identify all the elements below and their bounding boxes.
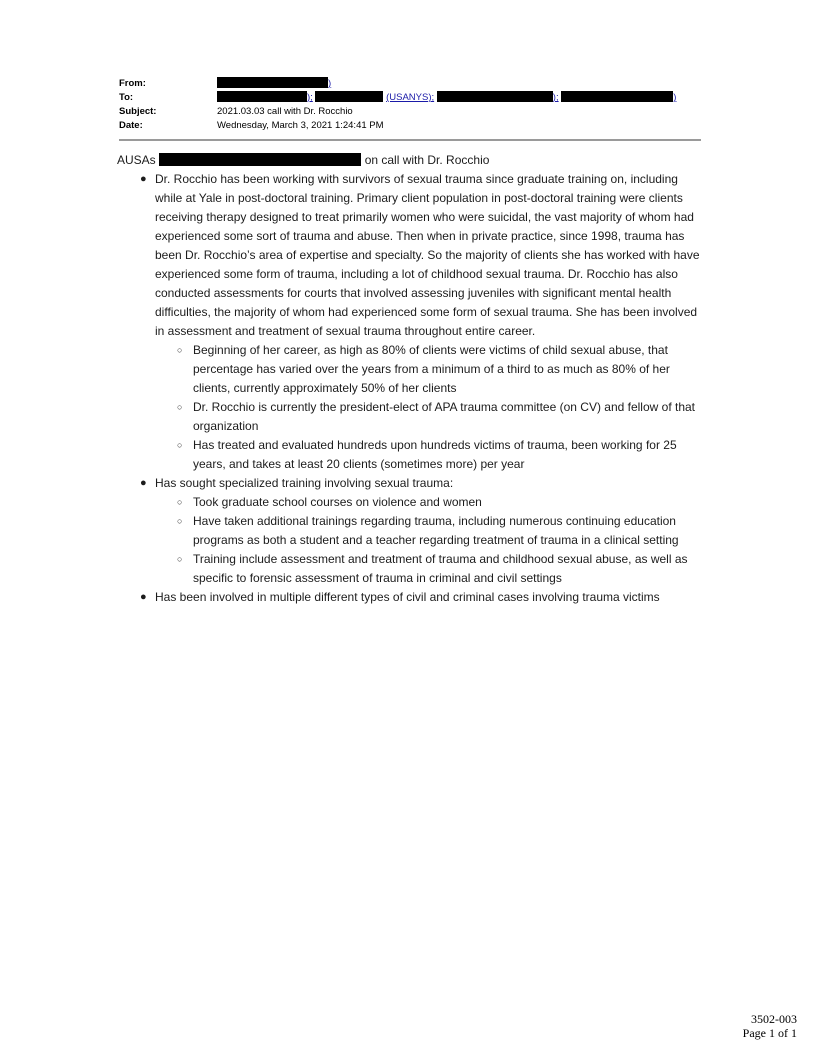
hollow-circle-bullet-icon: ○ <box>177 440 183 450</box>
redaction-bar <box>159 153 361 166</box>
to-label: To: <box>119 92 134 103</box>
hollow-circle-bullet-icon: ○ <box>177 345 183 355</box>
intro-prefix: AUSAs <box>117 153 156 167</box>
date-row <box>119 119 701 133</box>
list-item <box>177 493 707 512</box>
list-item <box>177 512 707 550</box>
header-divider <box>119 139 701 141</box>
to-link-1[interactable]: ); <box>307 92 313 103</box>
filled-circle-bullet-icon: ● <box>140 591 147 603</box>
sub-bullet-list <box>155 341 707 474</box>
list-item <box>140 474 707 588</box>
hollow-circle-bullet-icon: ○ <box>177 516 183 526</box>
intro-line <box>117 151 707 170</box>
page-footer <box>743 1012 797 1040</box>
list-item-text: Beginning of her career, as high as 80% of clients were victims of child sexual abuse, that percentage has varied over the years from a minimum of a third to as much as 80% of her clients, currently approximately 50% of her clients <box>193 343 670 395</box>
hollow-circle-bullet-icon: ○ <box>177 554 183 564</box>
list-item-text: Has sought specialized training involving sexual trauma: <box>155 476 454 490</box>
list-item <box>177 436 707 474</box>
subject-value: 2021.03.03 call with Dr. Rocchio <box>217 106 353 117</box>
list-item-text: Training include assessment and treatment of trauma and childhood sexual abuse, as well as specific to forensic assessment of trauma in criminal and civil settings <box>193 552 688 585</box>
redaction-bar <box>437 91 553 102</box>
date-value: Wednesday, March 3, 2021 1:24:41 PM <box>217 120 384 131</box>
hollow-circle-bullet-icon: ○ <box>177 497 183 507</box>
redaction-bar <box>217 77 328 88</box>
date-label: Date: <box>119 120 143 131</box>
subject-row <box>119 105 701 119</box>
list-item-text: Took graduate school courses on violence and women <box>193 495 482 509</box>
list-item-text: Dr. Rocchio has been working with survivors of sexual trauma since graduate training on, including while at Yale in post-doctoral training. Primary client population in post-doctoral training were clients receiving therapy designed to treat primarily women who were suicidal, the vast majority of whom had experienced some sort of trauma and abuse. Then when in private practice, since 1998, trauma has been Dr. Rocchio’s area of expertise and specialty. So the majority of clients she has worked with have experienced some form of trauma, including a lot of childhood sexual trauma. Dr. Rocchio has also conducted assessments for courts that involved assessing juveniles with significant mental health difficulties, the majority of whom had experienced some form of sexual trauma. She has been involved in assessment and treatment of sexual trauma throughout entire career. <box>155 172 700 338</box>
to-link-usanys[interactable]: (USANYS); <box>386 92 435 103</box>
list-item-text: Dr. Rocchio is currently the president-elect of APA trauma committee (on CV) and fellow of that organization <box>193 400 696 433</box>
list-item <box>177 398 707 436</box>
list-item <box>140 170 707 474</box>
redaction-bar <box>315 91 383 102</box>
document-id: 3502-003 <box>751 1012 797 1026</box>
from-link[interactable]: ) <box>328 78 332 89</box>
from-row <box>119 77 701 91</box>
sub-bullet-list <box>155 493 707 588</box>
filled-circle-bullet-icon: ● <box>140 477 147 489</box>
list-item <box>177 341 707 398</box>
list-item <box>140 588 707 607</box>
from-label: From: <box>119 78 146 89</box>
to-link-2[interactable]: ); <box>552 92 559 103</box>
intro-suffix: on call with Dr. Rocchio <box>364 153 490 167</box>
to-link-3[interactable]: ) <box>673 92 677 103</box>
list-item-text: Have taken additional trainings regarding trauma, including numerous continuing education programs as both a student and a teacher regarding treatment of trauma in a clinical setting <box>193 514 679 547</box>
redaction-bar <box>217 91 307 102</box>
email-header <box>119 77 701 133</box>
filled-circle-bullet-icon: ● <box>140 173 147 185</box>
redaction-bar <box>561 91 673 102</box>
list-item <box>177 550 707 588</box>
to-value <box>217 91 676 105</box>
to-row <box>119 91 701 105</box>
list-item-text: Has treated and evaluated hundreds upon hundreds victims of trauma, been working for 25 years, and takes at least 20 clients (sometimes more) per year <box>193 438 677 471</box>
from-value <box>217 77 331 91</box>
list-item-text: Has been involved in multiple different types of civil and criminal cases involving trauma victims <box>155 590 660 604</box>
page-number: Page 1 of 1 <box>742 1026 797 1040</box>
email-body <box>117 151 707 607</box>
hollow-circle-bullet-icon: ○ <box>177 402 183 412</box>
subject-label: Subject: <box>119 106 157 117</box>
bullet-list <box>117 170 707 607</box>
